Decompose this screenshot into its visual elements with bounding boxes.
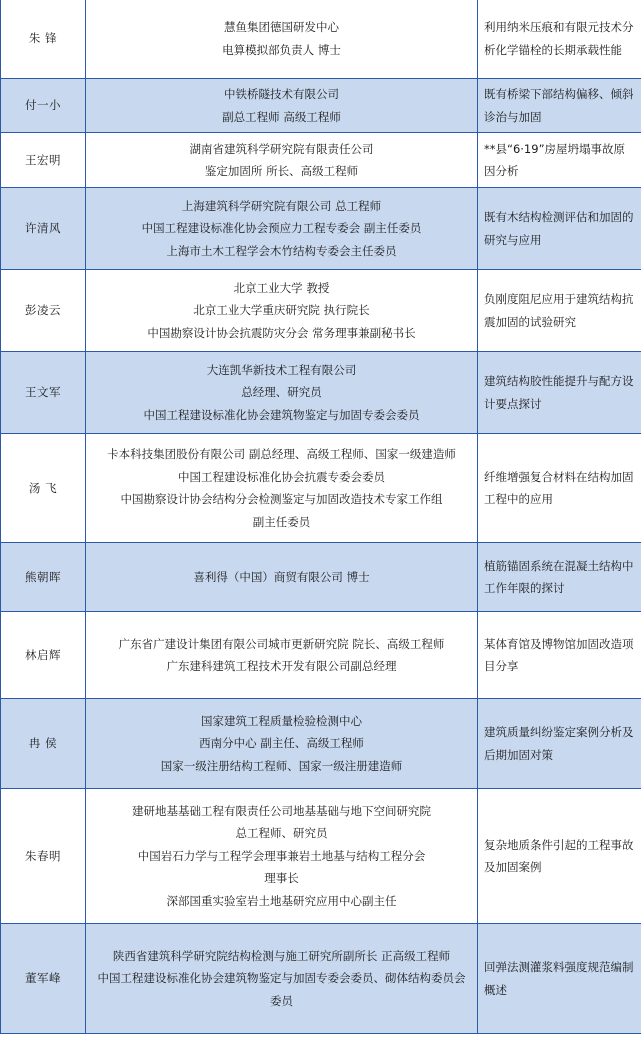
affiliation-line: 中国岩石力学与工程学会理事兼岩土地基与结构工程分会: [137, 848, 426, 863]
speaker-affiliation: [86, 188, 478, 270]
speaker-affiliation: [86, 434, 478, 543]
affiliation-line: 鉴定加固所 所长、高级工程师: [204, 164, 359, 178]
speaker-name: 熊朝晖: [1, 543, 86, 612]
speaker-affiliation: [86, 543, 478, 612]
affiliation-line: 中铁桥隧技术有限公司: [224, 87, 339, 101]
affiliation-line: 广东建科建筑工程技术开发有限公司副总经理: [166, 659, 397, 673]
talk-topic: 利用纳米压痕和有限元技术分析化学锚栓的长期承载性能: [478, 0, 641, 79]
talk-topic: 某体育馆及博物馆加固改造项目分享: [478, 612, 641, 699]
speaker-name: 王宏明: [1, 133, 86, 188]
table-row: [1, 0, 641, 79]
affiliation-line: 深部国重实验室岩土地基研究应用中心副主任: [166, 893, 397, 908]
talk-topic: 复杂地质条件引起的工程事故及加固案例: [478, 789, 641, 924]
affiliation-line: 理事长: [264, 871, 299, 886]
affiliation-line: 国家建筑工程质量检验检测中心: [201, 713, 362, 728]
speaker-name: 冉 侯: [1, 699, 86, 789]
speaker-name: 林启辉: [1, 612, 86, 699]
affiliation-line: 总工程师、研究员: [235, 826, 328, 841]
affiliation-line: 喜利得（中国）商贸有限公司 博士: [193, 569, 370, 584]
talk-topic: 建筑结构胶性能提升与配方设计要点探讨: [478, 352, 641, 434]
speaker-name: 汤 飞: [1, 434, 86, 543]
speaker-affiliation: [86, 924, 478, 1034]
speaker-affiliation: [86, 352, 478, 434]
affiliation-line: 中国勘察设计协会结构分会检测鉴定与加固改造技术专家工作组: [120, 492, 443, 506]
table-row: [1, 434, 641, 543]
speaker-affiliation: [86, 699, 478, 789]
table-row: [1, 924, 641, 1034]
table-row: [1, 612, 641, 699]
table-row: [1, 270, 641, 352]
talk-topic: 负刚度阻尼应用于建筑结构抗震加固的试验研究: [478, 270, 641, 352]
table-row: [1, 543, 641, 612]
talk-topic: 既有木结构检测评估和加固的研究与应用: [478, 188, 641, 270]
speaker-name: 王文军: [1, 352, 86, 434]
affiliation-line: 总经理、研究员: [241, 385, 322, 400]
affiliation-line: 湖南省建筑科学研究院有限责任公司: [189, 141, 374, 156]
affiliation-line: 西南分中心 副主任、高级工程师: [199, 736, 364, 751]
affiliation-line: 上海市土木工程学会木竹结构专委会主任委员: [166, 243, 397, 258]
table-row: [1, 699, 641, 789]
affiliation-line: 副总工程师 高级工程师: [222, 109, 341, 124]
affiliation-line: 慧鱼集团德国研发中心: [224, 20, 339, 34]
affiliation-line: 北京工业大学重庆研究院 执行院长: [193, 303, 370, 318]
speaker-affiliation: [86, 0, 478, 79]
affiliation-line: 副主任委员: [252, 514, 311, 529]
affiliation-line: 国家一级注册结构工程师、国家一级注册建造师: [160, 758, 403, 773]
affiliation-line: 陕西省建筑科学研究院结构检测与施工研究所副所长 正高级工程师: [112, 948, 451, 963]
talk-topic: 纤维增强复合材料在结构加固工程中的应用: [478, 434, 641, 543]
speaker-affiliation: [86, 79, 478, 133]
speaker-name: 朱春明: [1, 789, 86, 924]
speaker-name: 彭凌云: [1, 270, 86, 352]
talk-topic: **县“6·19”房屋坍塌事故原因分析: [478, 133, 641, 188]
speaker-affiliation: [86, 270, 478, 352]
affiliation-line: 电算模拟部负责人 博士: [222, 42, 341, 57]
speaker-name: 付一小: [1, 79, 86, 133]
affiliation-line: 中国工程建设标准化协会建筑物鉴定与加固专委会委员: [143, 407, 420, 422]
speaker-affiliation: [86, 133, 478, 188]
affiliation-line: 上海建筑科学研究院有限公司 总工程师: [181, 198, 382, 213]
affiliation-line: 建研地基基础工程有限责任公司地基基础与地下空间研究院: [132, 803, 431, 818]
affiliation-line: 中国工程建设标准化协会预应力工程专委会 副主任委员: [141, 221, 422, 236]
affiliation-line: 广东省广建设计集团有限公司城市更新研究院 院长、高级工程师: [118, 636, 445, 651]
talk-topic: 植筋锚固系统在混凝土结构中工作年限的探讨: [478, 543, 641, 612]
affiliation-line: 大连凯华新技术工程有限公司: [206, 362, 357, 377]
speaker-name: 许清风: [1, 188, 86, 270]
affiliation-line: 中国工程建设标准化协会建筑物鉴定与加固专委会委员、砌体结构委员会委员: [97, 971, 466, 1008]
table-row: [1, 789, 641, 924]
affiliation-line: 卡本科技集团股份有限公司 副总经理、高级工程师、国家一级建造师: [107, 447, 456, 461]
table-row: [1, 79, 641, 133]
affiliation-line: 中国勘察设计协会抗震防灾分会 常务理事兼副秘书长: [147, 325, 416, 340]
table-row: [1, 352, 641, 434]
speaker-affiliation: [86, 612, 478, 699]
talk-topic: 建筑质量纠纷鉴定案例分析及后期加固对策: [478, 699, 641, 789]
table-row: [1, 133, 641, 188]
talk-topic: 既有桥梁下部结构偏移、倾斜诊治与加固: [478, 79, 641, 133]
talk-topic: 回弹法测灌浆料强度规范编制概述: [478, 924, 641, 1034]
affiliation-line: 中国工程建设标准化协会抗震专委会委员: [178, 469, 385, 484]
speaker-name: 董军峰: [1, 924, 86, 1034]
table-row: [1, 188, 641, 270]
affiliation-line: 北京工业大学 教授: [233, 280, 330, 295]
speaker-affiliation: [86, 789, 478, 924]
speaker-name: 朱 锋: [1, 0, 86, 79]
